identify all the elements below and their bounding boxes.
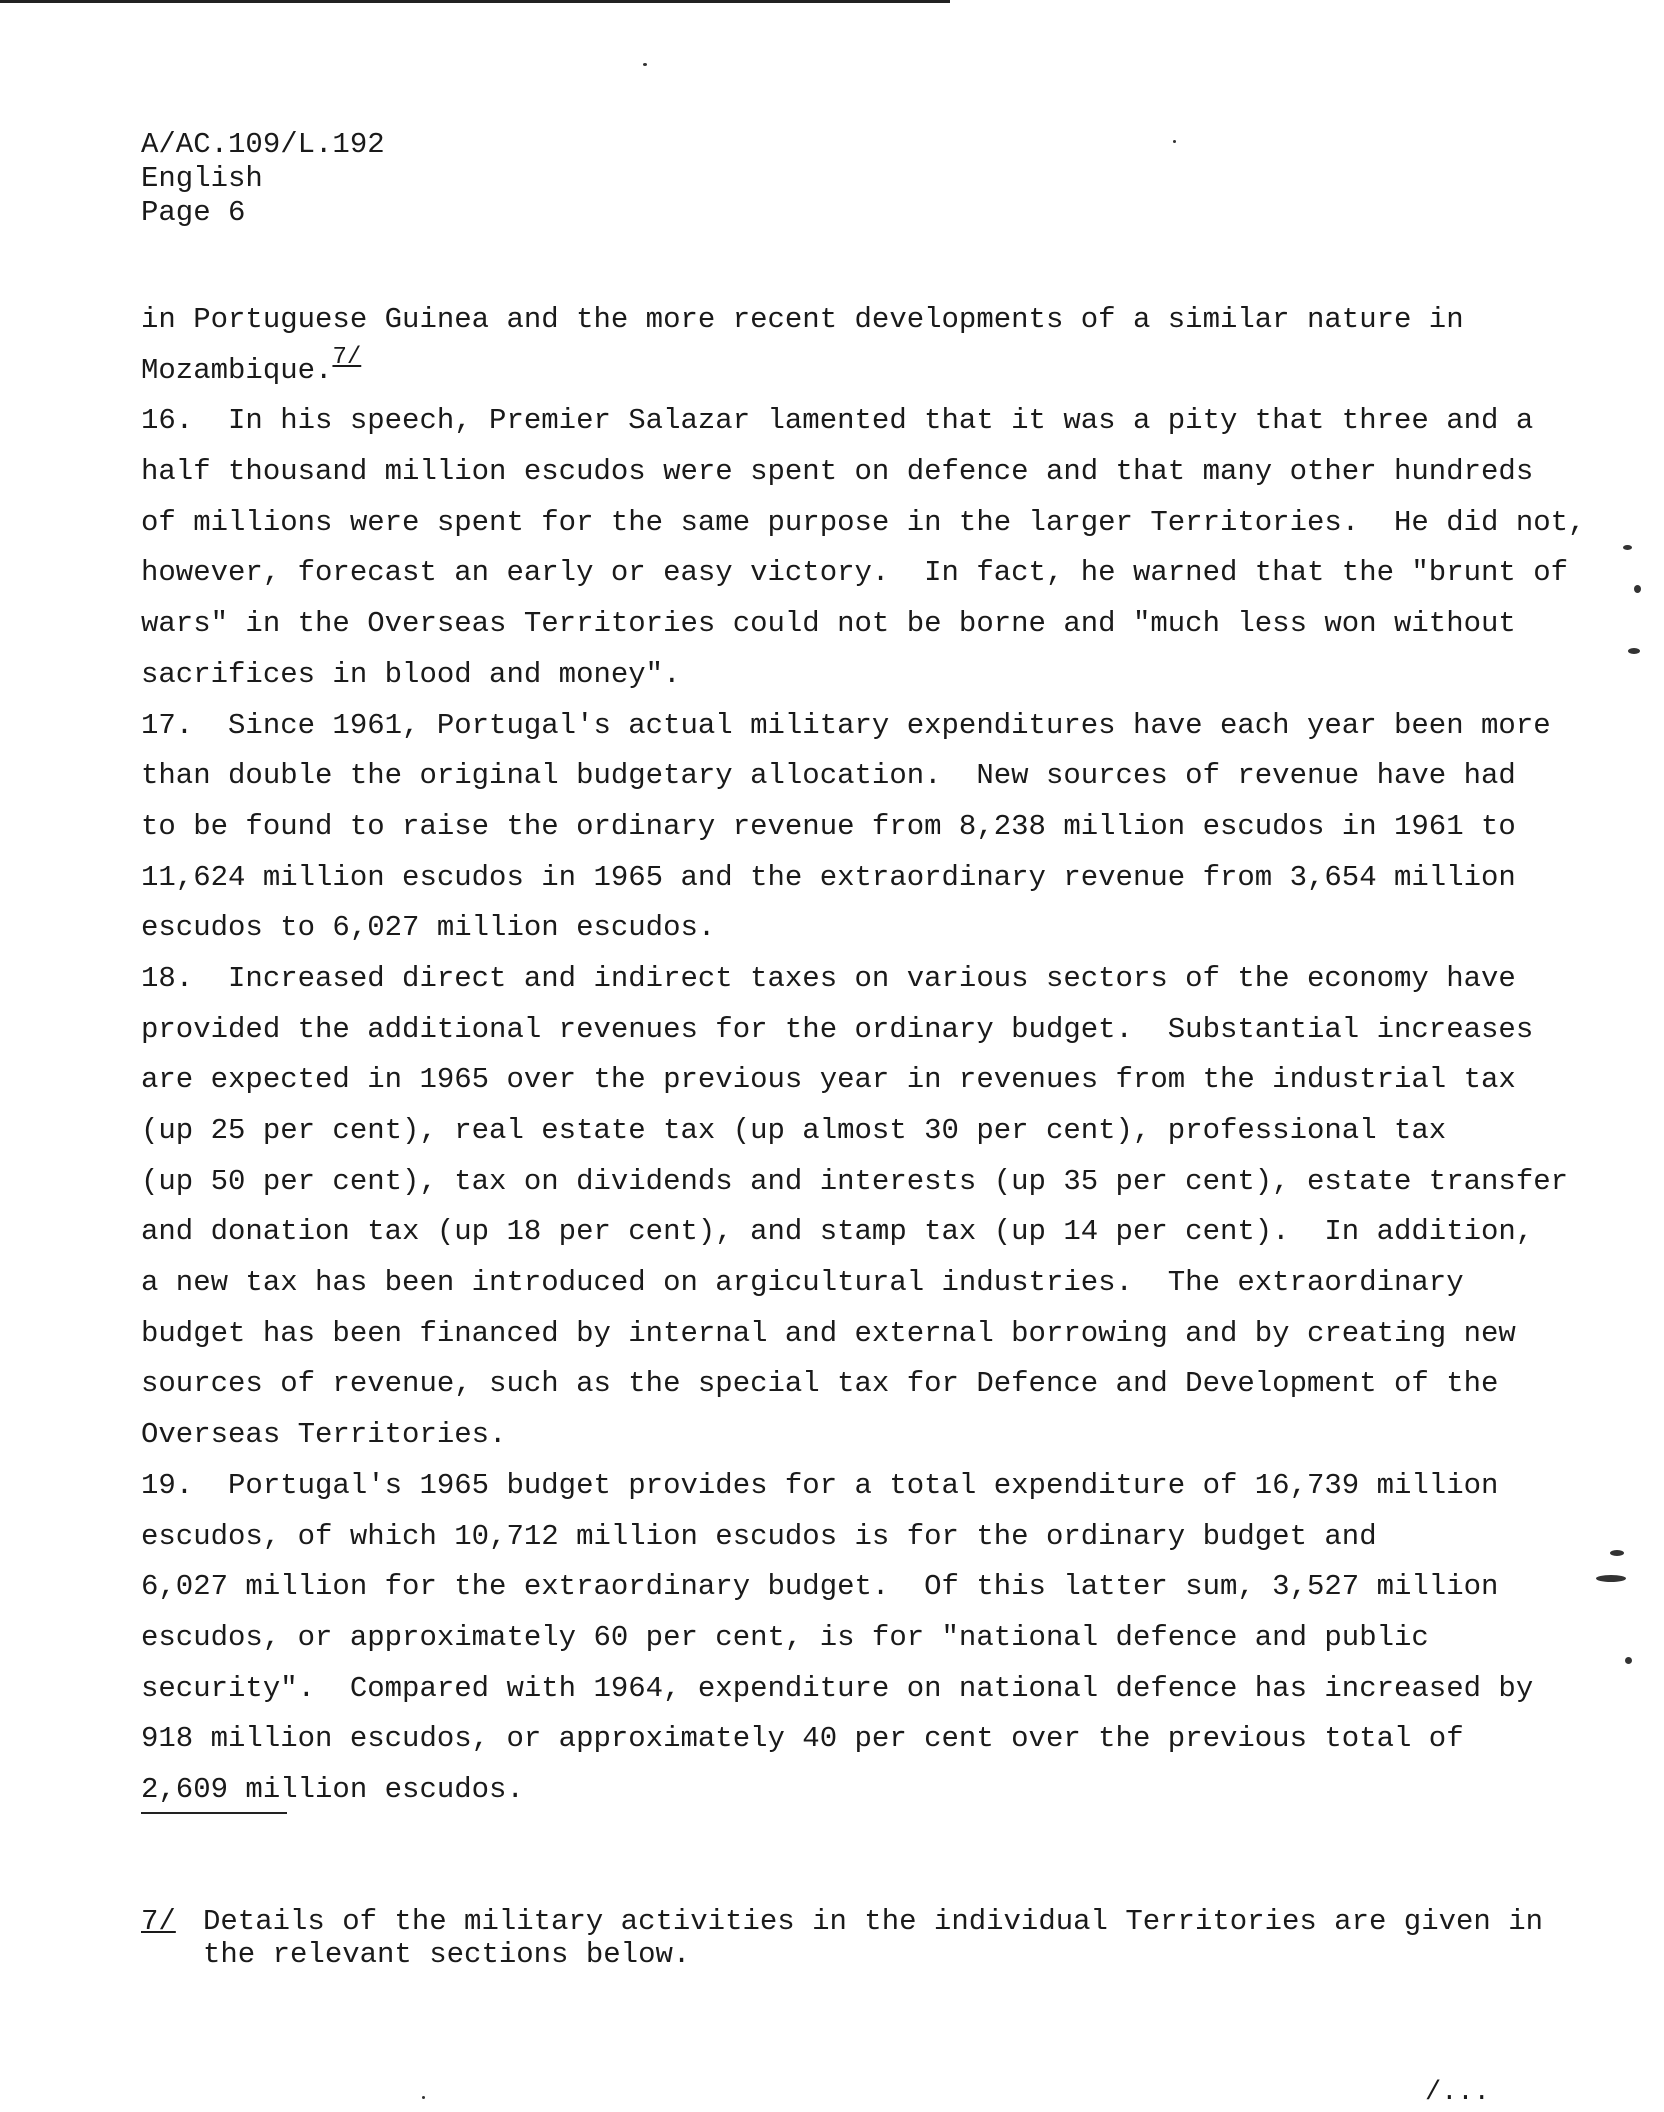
- scan-speck: [1628, 648, 1640, 654]
- paragraph-17-start: 17. Since 1961, Portugal's actual military expenditures have each year been more: [141, 708, 1551, 742]
- footnote-marker: 7/: [141, 1905, 176, 1938]
- text-line: escudos, of which 10,712 million escudos is for the ordinary budget and: [141, 1519, 1377, 1553]
- text-line: however, forecast an early or easy victory. In fact, he warned that the "brunt of: [141, 556, 1569, 590]
- scan-speck: [1610, 1550, 1624, 1556]
- footnote-text: [203, 1905, 1543, 1971]
- footnote-reference[interactable]: 7/: [332, 344, 362, 372]
- text-line-with-footnote: [141, 346, 1541, 397]
- paragraph-18-start: 18. Increased direct and indirect taxes on various sectors of the economy have: [141, 961, 1516, 995]
- text-line: escudos, or approximately 60 per cent, is for "national defence and public: [141, 1620, 1429, 1654]
- paragraph-16-start: 16. In his speech, Premier Salazar lamented that it was a pity that three and a: [141, 404, 1534, 438]
- text-line: to be found to raise the ordinary revenue from 8,238 million escudos in 1961 to: [141, 809, 1516, 843]
- text-line: sources of revenue, such as the special tax for Defence and Development of the: [141, 1367, 1499, 1401]
- text-line: (up 50 per cent), tax on dividends and interests (up 35 per cent), estate transfer: [141, 1164, 1569, 1198]
- text-line: 6,027 million for the extraordinary budget. Of this latter sum, 3,527 million: [141, 1570, 1499, 1604]
- text-line: 11,624 million escudos in 1965 and the extraordinary revenue from 3,654 million: [141, 860, 1516, 894]
- text-line: 918 million escudos, or approximately 40 per cent over the previous total of: [141, 1722, 1464, 1756]
- text-line: provided the additional revenues for the ordinary budget. Substantial increases: [141, 1012, 1534, 1046]
- text-line: are expected in 1965 over the previous year in revenues from the industrial tax: [141, 1063, 1516, 1097]
- text-line: Overseas Territories.: [141, 1418, 507, 1452]
- scan-speck: [1625, 1657, 1632, 1664]
- text-line: half thousand million escudos were spent on defence and that many other hundreds: [141, 455, 1534, 489]
- text-line: wars" in the Overseas Territories could not be borne and "much less won without: [141, 607, 1516, 641]
- text-line: escudos to 6,027 million escudos.: [141, 911, 716, 945]
- document-symbol: A/AC.109/L.192: [141, 128, 385, 161]
- continuation-mark: /...: [1425, 2078, 1490, 2108]
- text-line: (up 25 per cent), real estate tax (up almost 30 per cent), professional tax: [141, 1114, 1447, 1147]
- text-line: security". Compared with 1964, expenditure on national defence has increased by: [141, 1671, 1534, 1705]
- scan-speck: [643, 63, 647, 66]
- text-line: Mozambique.: [141, 353, 333, 387]
- text-line: sacrifices in blood and money".: [141, 657, 681, 691]
- text-line: than double the original budgetary allocation. New sources of revenue have had: [141, 759, 1516, 793]
- footnote-line: the relevant sections below.: [203, 1938, 691, 1971]
- footnote-line: Details of the military activities in the individual Territories are given in: [203, 1905, 1544, 1938]
- text-line: of millions were spent for the same purpose in the larger Territories. He did not,: [141, 505, 1586, 539]
- top-rule: [0, 0, 950, 3]
- page-number: Page 6: [141, 196, 246, 229]
- text-line: budget has been financed by internal and external borrowing and by creating new: [141, 1316, 1516, 1350]
- scan-speck: [1596, 1575, 1626, 1582]
- scan-speck: [1634, 585, 1641, 593]
- text-line: and donation tax (up 18 per cent), and stamp tax (up 14 per cent). In addition,: [141, 1215, 1534, 1249]
- document-language: English: [141, 162, 263, 195]
- paragraph-19-start: 19. Portugal's 1965 budget provides for a total expenditure of 16,739 million: [141, 1468, 1499, 1502]
- text-line: in Portuguese Guinea and the more recent developments of a similar nature in: [141, 303, 1464, 336]
- body-text: [141, 295, 1586, 1816]
- footnote-separator: [141, 1812, 287, 1814]
- document-header: [141, 128, 385, 230]
- scan-speck: [1623, 545, 1632, 550]
- scan-speck: [1173, 140, 1176, 143]
- text-line: a new tax has been introduced on argicultural industries. The extraordinary: [141, 1266, 1464, 1300]
- scan-speck: [422, 2096, 425, 2099]
- text-line: 2,609 million escudos.: [141, 1772, 524, 1806]
